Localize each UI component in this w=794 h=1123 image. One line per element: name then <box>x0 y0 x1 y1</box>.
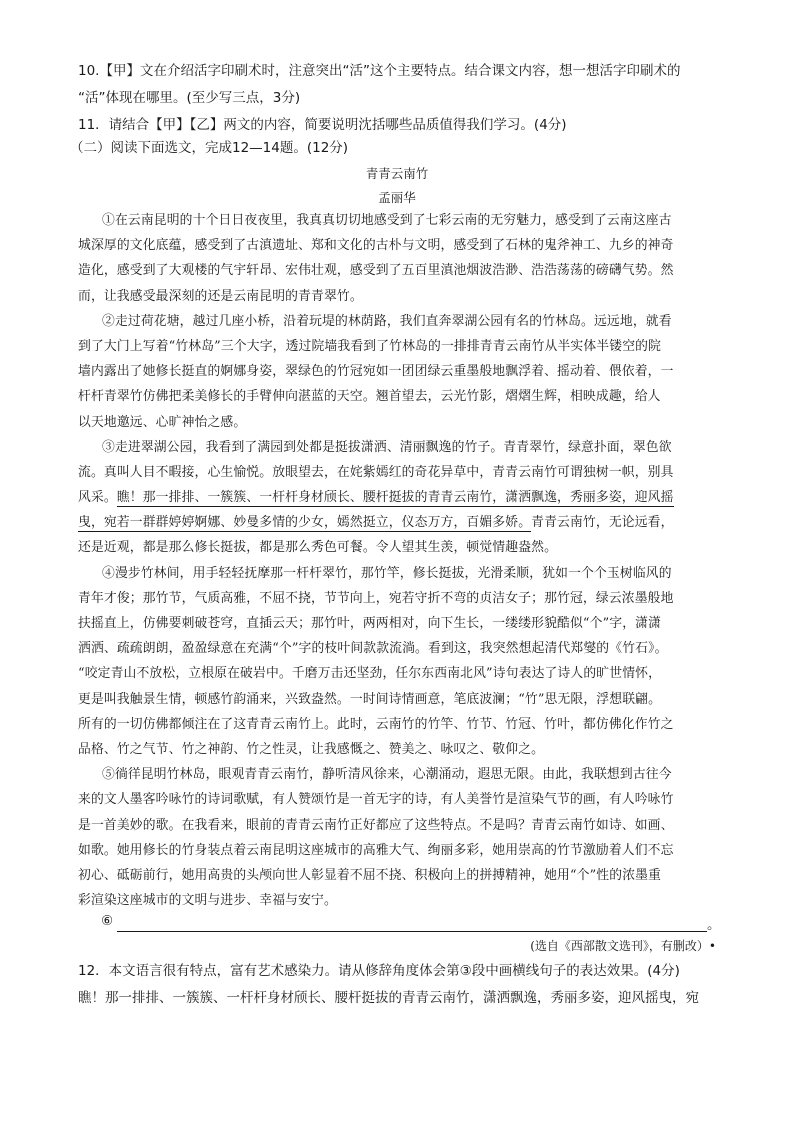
question-12-quote: 瞧！那一排排、一簇簇、一杆杆身材颀长、腰杆挺拔的青青云南竹，潇洒飘逸，秀丽多姿，迎风摇曳，宛 <box>78 990 699 1006</box>
article-source: (选自《西部散文选刊》，有删改）• <box>530 939 716 953</box>
text-line: 杆杆青翠竹仿佛把柔美修长的手臂伸向湛蓝的天空。翘首望去，云光竹影，熠熠生辉，相映成趣，给人 <box>78 389 661 405</box>
text-line: “咬定青山不放松，立根原在破岩中。千磨万击还坚劲，任尔东西南北风”诗句表达了诗人的旷世情怀， <box>78 666 662 682</box>
article-body <box>78 208 718 913</box>
text-segment: 风采。 <box>78 490 117 506</box>
paragraph-3 <box>78 435 718 561</box>
text-line: 初心、砥砺前行，她用高贵的头颅向世人彰显着不屈不挠、积极向上的拼搏精神，她用“个”性的浓墨重 <box>78 867 662 883</box>
text-line: 品格、竹之气节、竹之神韵、竹之性灵，让我感慨之、赞美之、咏叹之、敬仰之。 <box>78 741 545 757</box>
section-2-heading: （二）阅读下面选文，完成12—14题。(12分) <box>70 140 349 156</box>
text-line: 洒洒、疏疏朗朗，盈盈绿意在充满“个”字的枝叶间款款流淌。看到这，我突然想起清代郑燮的《竹石》。 <box>78 641 668 657</box>
paragraph-4 <box>78 561 718 763</box>
text-line: 是一首美妙的歌。在我看来，眼前的青青云南竹正好都应了这些特点。不是吗？青青云南竹如诗、如画、 <box>78 817 674 833</box>
text-line: 还是近观，都是那么修长挺拔，都是那么秀色可餐。令人望其生羡，顿觉情趣盎然。 <box>78 540 558 556</box>
text-line: ④漫步竹林间，用手轻轻抚摩那一杆杆翠竹，那竹竿，修长挺拔，光滑柔顺，犹如一个个玉树临风的 <box>102 565 672 581</box>
paragraph-6-blank[interactable] <box>101 913 721 935</box>
question-12: 12．本文语言很有特点，富有艺术感染力。请从修辞角度体会第③段中画横线句子的表达效果。(4分) <box>78 963 680 979</box>
text-line: 来的文人墨客吟咏竹的诗词歌赋，有人赞颂竹是一首无字的诗，有人美誉竹是渲染气节的画，有人吟咏竹 <box>78 792 674 808</box>
text-line <box>78 510 718 535</box>
text-line: 所有的一切仿佛都倾注在了这青青云南竹上。此时，云南竹的竹竿、竹节、竹冠、竹叶，都仿佛化作竹之 <box>78 716 674 732</box>
paragraph-6-period: 。 <box>707 917 721 933</box>
paragraph-6-number: ⑥ <box>101 913 114 929</box>
text-line: 如歌。她用修长的竹身装点着云南昆明这座城市的高雅大气、绚丽多彩，她用崇高的竹节激励着人们不忘 <box>78 842 674 858</box>
text-line: 更是叫我触景生情，顿感竹韵涌来，兴致盎然。一时间诗情画意，笔底波澜；“竹”思无限，浮想联翩。 <box>78 691 662 707</box>
question-10-line-2: “活”体现在哪里。(至少写三点，3分) <box>78 90 301 106</box>
text-line: 青年才俊；那竹节，气质高雅，不屈不挠，节节向上，宛若守折不弯的贞洁女子；那竹冠，绿云浓墨般地 <box>78 590 674 606</box>
text-line: ⑤徜徉昆明竹林岛，眼观青青云南竹，静听清风徐来，心潮涌动，遐思无限。由此，我联想到古往今 <box>102 767 672 783</box>
article-author: 孟丽华 <box>378 190 416 205</box>
text-line: 彩渲染这座城市的文明与进步、幸福与安宁。 <box>78 893 337 909</box>
underlined-sentence: 曳，宛若一群群婷婷婀娜、妙曼多情的少女，嫣然挺立，仪态万方，百媚多娇。 <box>78 515 532 531</box>
text-line: 造化，感受到了大观楼的气宇轩昂、宏伟壮观，感受到了五百里滇池烟波浩渺、浩浩荡荡的磅礴气势。然 <box>78 263 674 279</box>
text-line: 到了大门上写着“竹林岛”三个大字，透过院墙我看到了竹林岛的一排排青青云南竹从半实体半镂空的院 <box>78 338 662 354</box>
text-line: 流。真叫人目不暇接，心生愉悦。放眼望去，在姹紫嫣红的奇花异草中，青青云南竹可谓独树一帜，别具 <box>78 464 674 480</box>
text-line: 扶摇直上，仿佛要刺破苍穹，直插云天；那竹叶，两两相对，向下生长，一缕缕形貌酷似“个”字，潇潇 <box>78 616 662 631</box>
text-line: ①在云南昆明的十个日日夜夜里，我真真切切地感受到了七彩云南的无穷魅力，感受到了云南这座古 <box>102 213 672 228</box>
underlined-sentence: 瞧！那一排排、一簇簇、一杆杆身材颀长、腰杆挺拔的青青云南竹，潇洒飘逸，秀丽多姿，迎风摇 <box>116 490 674 506</box>
text-line <box>78 485 718 510</box>
text-line: ②走过荷花塘，越过几座小桥，沿着玩堤的林荫路，我们直奔翠湖公园有名的竹林岛。远远地，就看 <box>102 313 672 329</box>
question-10-line-1: 10.【甲】文在介绍活字印刷术时，注意突出“活”这个主要特点。结合课文内容，想一想活字印刷术的 <box>78 63 681 79</box>
text-line: 城深厚的文化底蕴，感受到了古滇遗址、郑和文化的古朴与文明，感受到了石林的鬼斧神工、九乡的神奇 <box>78 238 674 254</box>
paragraph-2 <box>78 309 718 435</box>
paragraph-1 <box>78 208 718 309</box>
answer-blank-line <box>117 931 707 932</box>
paragraph-5 <box>78 762 718 913</box>
question-11: 11．请结合【甲】【乙】两文的内容，简要说明沈括哪些品质值得我们学习。(4分) <box>78 117 567 133</box>
text-line: 而，让我感受最深刻的还是云南昆明的青青翠竹。 <box>78 288 363 304</box>
article-title: 青青云南竹 <box>365 166 429 181</box>
text-line: ③走进翠湖公园，我看到了满园到处都是挺拔潇洒、清丽飘逸的竹子。青青翠竹，绿意扑面，翠色欲 <box>102 439 672 455</box>
text-segment: 青青云南竹，无论远看， <box>531 515 674 531</box>
text-line: 以天地邀远、心旷神怡之感。 <box>78 414 247 430</box>
text-line: 墙内露出了她修长挺直的婀娜身姿，翠绿色的竹冠宛如一团团绿云重墨般地飘浮着、摇动着、偎依着，一 <box>78 364 674 380</box>
